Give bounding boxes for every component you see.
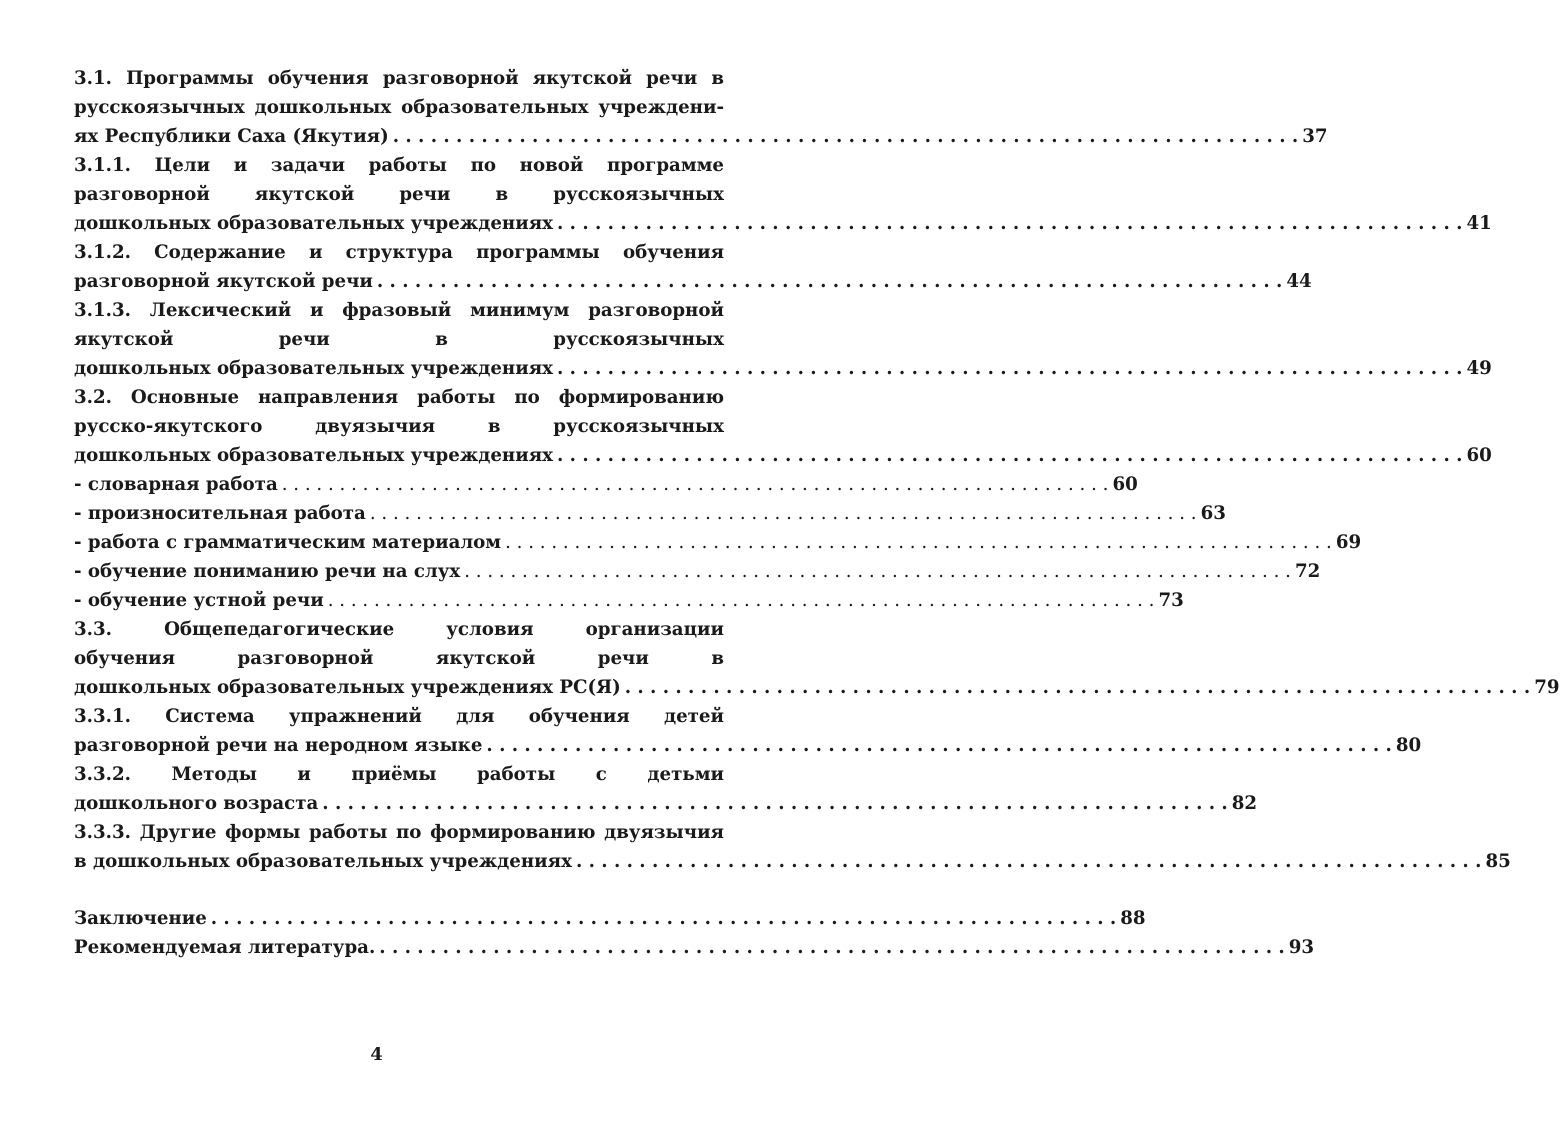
toc-entry-last-line: [74, 789, 1258, 818]
toc-entry-page: 82: [1231, 793, 1258, 814]
toc-entry-title: дошкольных образовательных учреждениях: [74, 445, 553, 466]
toc-entry-last-line: [74, 354, 1492, 383]
dot-leader: . . . . . . . . . . . . . . . . . . . . . . . . . . . . . . . . . . . . . . . . . . . . . . . . . . . . . . . . . . . . . . . . . . . . . . . .: [557, 213, 1463, 234]
toc-entry-title: Заключение: [74, 908, 207, 929]
toc-entry-line: разговорной якутской речи в русскоязычных: [74, 184, 724, 205]
toc-entry-line: 3.1.2. Содержание и структура программы обучения: [74, 242, 724, 263]
toc-entry-title: дошкольного возраста: [74, 793, 319, 814]
toc-entry: [74, 586, 1184, 615]
dot-leader: . . . . . . . . . . . . . . . . . . . . . . . . . . . . . . . . . . . . . . . . . . . . . . . . . . . . . . . . . . . . . . . . . . . . . . . .: [557, 358, 1463, 379]
toc-entry-last-line: [74, 904, 1146, 933]
toc-entry: [74, 615, 1560, 702]
page-number: 4: [370, 1044, 383, 1065]
toc-entry: [74, 470, 1138, 499]
toc-entry-last-line: [74, 586, 1184, 615]
toc-entry-last-line: [74, 122, 1328, 151]
dot-leader: . . . . . . . . . . . . . . . . . . . . . . . . . . . . . . . . . . . . . . . . . . . . . . . . . . . . . . . . . . . . . . . . . . . . . . . .: [464, 561, 1291, 582]
section-gap: [74, 876, 724, 904]
toc-entry-title: - работа с грамматическим материалом: [74, 532, 502, 553]
toc-entry-title: - обучение пониманию речи на слух: [74, 561, 461, 582]
dot-leader: . . . . . . . . . . . . . . . . . . . . . . . . . . . . . . . . . . . . . . . . . . . . . . . . . . . . . . . . . . . . . . . . . . . . . . . .: [505, 532, 1332, 553]
toc-entry-title: Рекомендуемая литература.: [74, 937, 376, 958]
toc-entry-last-line: [74, 528, 1362, 557]
dot-leader: . . . . . . . . . . . . . . . . . . . . . . . . . . . . . . . . . . . . . . . . . . . . . . . . . . . . . . . . . . . . . . . . . . . . . . . .: [486, 735, 1392, 756]
toc-entry-page: 80: [1395, 735, 1422, 756]
toc-entry: [74, 933, 1315, 962]
toc-entry-last-line: [74, 557, 1321, 586]
toc-entry-page: 69: [1335, 532, 1362, 553]
toc-entry-title: дошкольных образовательных учреждениях: [74, 358, 553, 379]
toc-entry-page: 63: [1200, 503, 1226, 524]
dot-leader: . . . . . . . . . . . . . . . . . . . . . . . . . . . . . . . . . . . . . . . . . . . . . . . . . . . . . . . . . . . . . . . . . . . . . . . .: [392, 126, 1299, 147]
toc-entry-line: русско-якутского двуязычия в русскоязычных: [74, 416, 724, 437]
toc-entry-line: 3.1.1. Цели и задачи работы по новой программе: [74, 155, 724, 176]
toc-entry-line: 3.3.1. Система упражнений для обучения детей: [74, 706, 724, 727]
toc-entry: [74, 557, 1321, 586]
dot-leader: . . . . . . . . . . . . . . . . . . . . . . . . . . . . . . . . . . . . . . . . . . . . . . . . . . . . . . . . . . . . . . . . . . . . . . . .: [327, 590, 1155, 611]
dot-leader: . . . . . . . . . . . . . . . . . . . . . . . . . . . . . . . . . . . . . . . . . . . . . . . . . . . . . . . . . . . . . . . . . . . . . . . .: [281, 474, 1109, 495]
dot-leader: . . . . . . . . . . . . . . . . . . . . . . . . . . . . . . . . . . . . . . . . . . . . . . . . . . . . . . . . . . . . . . . . . . . . . . . .: [210, 908, 1117, 929]
toc-entry-line: 3.3. Общепедагогические условия организации: [74, 619, 724, 640]
toc-entry: [74, 528, 1362, 557]
toc-entry-last-line: [74, 933, 1315, 962]
toc-entry-page: 60: [1466, 445, 1492, 466]
toc-entry-line: якутской речи в русскоязычных: [74, 329, 724, 350]
toc-entry: [74, 702, 1422, 760]
toc-sections: [74, 64, 1560, 876]
toc-entry: [74, 904, 1146, 933]
toc-entry-title: ях Республики Саха (Якутия): [74, 126, 389, 147]
toc-entry-page: 49: [1466, 358, 1492, 379]
dot-leader: . . . . . . . . . . . . . . . . . . . . . . . . . . . . . . . . . . . . . . . . . . . . . . . . . . . . . . . . . . . . . . . . . . . . . . . .: [575, 851, 1482, 872]
toc-entry-title: дошкольных образовательных учреждениях РС(Я): [74, 677, 621, 698]
toc-entry-line: 3.1. Программы обучения разговорной якутской речи в: [74, 68, 724, 89]
dot-leader: . . . . . . . . . . . . . . . . . . . . . . . . . . . . . . . . . . . . . . . . . . . . . . . . . . . . . . . . . . . . . . . . . . . . . . . .: [322, 793, 1228, 814]
toc-entry-page: 93: [1288, 937, 1315, 958]
toc-entry-page: 37: [1302, 126, 1328, 147]
toc-entry-title: разговорной речи на неродном языке: [74, 735, 483, 756]
toc-entry-title: - обучение устной речи: [74, 590, 324, 611]
toc-entry-page: 73: [1158, 590, 1184, 611]
table-of-contents: [74, 64, 1560, 962]
toc-entry-title: дошкольных образовательных учреждениях: [74, 213, 553, 234]
toc-entry-title: - словарная работа: [74, 474, 278, 495]
dot-leader: . . . . . . . . . . . . . . . . . . . . . . . . . . . . . . . . . . . . . . . . . . . . . . . . . . . . . . . . . . . . . . . . . . . . . . . .: [379, 937, 1285, 958]
toc-entry-line: 3.1.3. Лексический и фразовый минимум разговорной: [74, 300, 724, 321]
toc-entry-page: 79: [1534, 677, 1560, 698]
toc-entry-last-line: [74, 731, 1422, 760]
toc-entry-page: 44: [1286, 271, 1312, 292]
toc-entry: [74, 151, 1492, 238]
toc-entry-page: 88: [1120, 908, 1146, 929]
dot-leader: . . . . . . . . . . . . . . . . . . . . . . . . . . . . . . . . . . . . . . . . . . . . . . . . . . . . . . . . . . . . . . . . . . . . . . . .: [369, 503, 1197, 524]
toc-entry-page: 60: [1112, 474, 1138, 495]
toc-entry-line: русскоязычных дошкольных образовательных учреждени-: [74, 97, 724, 118]
toc-entry: [74, 296, 1492, 383]
toc-entry-page: 72: [1294, 561, 1321, 582]
toc-entry-page: 85: [1485, 851, 1511, 872]
dot-leader: . . . . . . . . . . . . . . . . . . . . . . . . . . . . . . . . . . . . . . . . . . . . . . . . . . . . . . . . . . . . . . . . . . . . . . . .: [376, 271, 1283, 292]
toc-entry-last-line: [74, 499, 1226, 528]
toc-entry-title: разговорной якутской речи: [74, 271, 373, 292]
toc-entry: [74, 818, 1511, 876]
toc-entry: [74, 64, 1328, 151]
toc-entry-last-line: [74, 267, 1312, 296]
toc-entry-line: 3.2. Основные направления работы по формированию: [74, 387, 724, 408]
dot-leader: . . . . . . . . . . . . . . . . . . . . . . . . . . . . . . . . . . . . . . . . . . . . . . . . . . . . . . . . . . . . . . . . . . . . . . . .: [624, 677, 1531, 698]
toc-entry-page: 41: [1466, 213, 1492, 234]
toc-entry: [74, 238, 1312, 296]
toc-entry-line: обучения разговорной якутской речи в: [74, 648, 724, 669]
toc-entry-title: в дошкольных образовательных учреждениях: [74, 851, 572, 872]
toc-entry-last-line: [74, 209, 1492, 238]
toc-entry-last-line: [74, 441, 1492, 470]
toc-entry-line: 3.3.2. Методы и приёмы работы с детьми: [74, 764, 724, 785]
toc-entry-title: - произносительная работа: [74, 503, 366, 524]
toc-entry: [74, 383, 1492, 470]
toc-entry-last-line: [74, 470, 1138, 499]
toc-entry-last-line: [74, 673, 1560, 702]
toc-back-matter: [74, 904, 1315, 962]
toc-entry-line: 3.3.3. Другие формы работы по формированию двуязычия: [74, 822, 724, 843]
toc-entry: [74, 760, 1258, 818]
toc-entry: [74, 499, 1226, 528]
dot-leader: . . . . . . . . . . . . . . . . . . . . . . . . . . . . . . . . . . . . . . . . . . . . . . . . . . . . . . . . . . . . . . . . . . . . . . . .: [557, 445, 1463, 466]
toc-entry-last-line: [74, 847, 1511, 876]
